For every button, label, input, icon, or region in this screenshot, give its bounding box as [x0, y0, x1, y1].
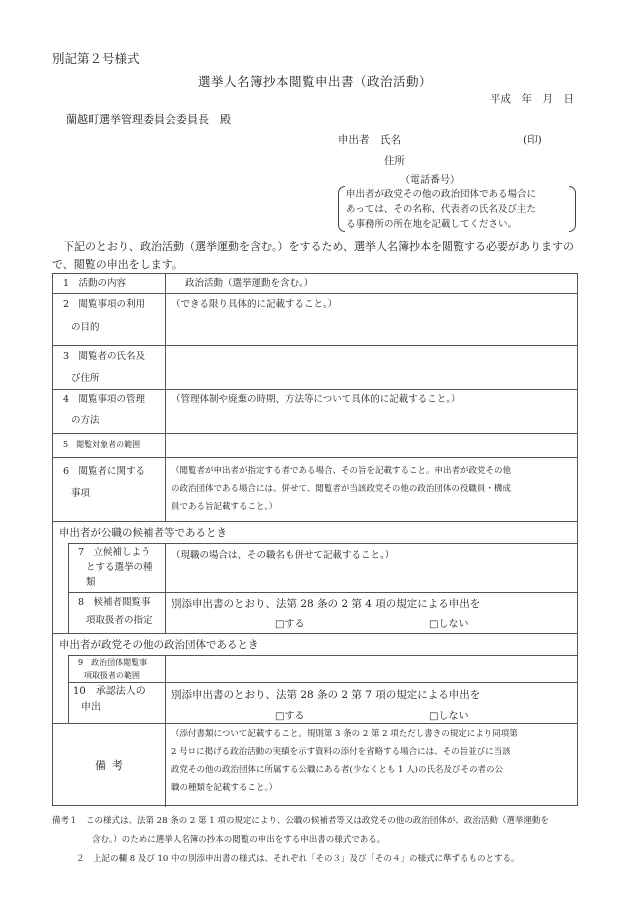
- row1-value: 政治活動（選挙運動を含む。）: [185, 278, 314, 289]
- seal-mark: (印): [523, 134, 542, 146]
- remarks-note: [171, 725, 518, 797]
- row8-option-no[interactable]: □しない: [429, 619, 469, 630]
- address-label: 住所: [384, 155, 405, 167]
- row7-label-line: 類: [86, 577, 96, 588]
- row6-label: 6 閲覧者に関する: [63, 466, 146, 477]
- intro-text: 下記のとおり、政治活動（選挙運動を含む。）をするため、選挙人名簿抄本を閲覧する必要がありますので、閲覧の申出をします。: [52, 240, 575, 271]
- row6-note-line: の政治団体である場合には、併せて、閲覧者が当該政党その他の政治団体の役職員・構成: [171, 484, 511, 494]
- row6-label-cont: 事項: [71, 488, 91, 499]
- bracket-right: [569, 186, 576, 232]
- row7-note: （現職の場合は、その職名も併せて記載すること。）: [171, 550, 395, 561]
- row6-note-line: （閲覧者が申出者が指定する者である場合、その旨を記載すること。申出者が政党その他: [171, 466, 512, 476]
- row2-note: （できる限り具体的に記載すること。）: [171, 299, 338, 310]
- row7-label-line: とする選挙の種: [86, 562, 153, 573]
- row9-label: [78, 656, 147, 682]
- row7-label-line: 7 立候補しよう: [78, 547, 151, 558]
- row3-label-cont: び住所: [71, 373, 100, 384]
- row10-label: 10 承認法人の: [73, 686, 146, 697]
- section-party: 申出者が政党その他の政治団体であるとき: [59, 639, 259, 651]
- remarks-note-line: （添付書類について記載すること。規則第 3 条の 2 第 2 項ただし書きの規定により同項第: [171, 729, 518, 739]
- row10-option-yes[interactable]: □する: [275, 711, 305, 722]
- remarks-label: 備考: [95, 759, 129, 772]
- bracket-left: [338, 186, 345, 232]
- row7-label: [78, 545, 153, 590]
- footnote-2: ２ 上記の欄 8 及び 10 中の別添申出書の様式は、それぞれ「その３」及び「その４」の様式に準ずるものとする。: [76, 854, 520, 864]
- footnote-1: 備考１ この様式は、法第 28 条の 2 第 1 項の規定により、公職の候補者等又は政党その他の政治団体が、政治活動（選挙運動を: [52, 816, 549, 826]
- row8-option-yes[interactable]: □する: [275, 619, 305, 630]
- row1-label: 1 活動の内容: [63, 278, 127, 289]
- row4-note: （管理体制や廃棄の時期、方法等について具体的に記載すること。）: [171, 394, 461, 405]
- row5-label: 5 閲覧対象者の範囲: [63, 440, 141, 449]
- document-title: 選挙人名簿抄本閲覧申出書（政治活動）: [197, 74, 432, 89]
- footnotes: [52, 812, 592, 869]
- form-id: 別記第２号様式: [52, 51, 140, 66]
- footnote-1-cont: 含む。）のために選挙人名簿の抄本の閲覧の申出をする申出書の様式である。: [92, 835, 386, 845]
- row2-label: 2 閲覧事項の利用: [63, 299, 146, 310]
- applicant-name-label: 申出者 氏名: [338, 134, 401, 146]
- application-table: [52, 273, 578, 806]
- bracket-note-line: る事務所の所在地を記載してください。: [346, 219, 518, 230]
- row10-label-cont: 申出: [81, 702, 101, 713]
- row8-statement: 別添申出書のとおり、法第 28 条の 2 第 4 項の規定による申出を: [171, 598, 481, 610]
- row9-label-line: 9 政治団体閲覧事: [78, 658, 148, 667]
- row8-label: 8 候補者閲覧事: [78, 597, 151, 608]
- row6-note: [171, 462, 511, 516]
- row9-label-line: 項取扱者の範囲: [84, 671, 140, 680]
- row4-label: 4 閲覧事項の管理: [63, 394, 146, 405]
- row6-note-line: 員である旨記載すること。）: [171, 502, 278, 512]
- row2-label-cont: の目的: [71, 322, 100, 333]
- addressee: 蘭越町選挙管理委員会委員長 殿: [66, 113, 231, 126]
- remarks-note-line: 職の種類を記載すること。）: [171, 783, 278, 793]
- phone-label: （電話番号）: [400, 175, 460, 186]
- row10-statement: 別添申出書のとおり、法第 28 条の 2 第 7 項の規定による申出を: [171, 689, 481, 701]
- date-line: 平成 年 月 日: [490, 93, 574, 105]
- row3-label: 3 閲覧者の氏名及: [63, 351, 146, 362]
- bracket-note: [338, 186, 576, 232]
- bracket-note-line: あっては、その名称、代表者の氏名及び主た: [346, 204, 536, 215]
- remarks-note-line: 2 号ロに掲げる政治活動の実績を示す資料の添付を省略する場合には、その旨並びに当該: [171, 747, 511, 757]
- row4-label-cont: の方法: [71, 415, 100, 426]
- bracket-note-line: 申出者が政党その他の政治団体である場合に: [346, 189, 537, 200]
- row8-label-cont: 項取扱者の指定: [86, 615, 153, 626]
- remarks-note-line: 政党その他の政治団体に所属する公職にある者(少なくとも 1 人)の氏名及びその者の公: [171, 765, 503, 775]
- row10-option-no[interactable]: □しない: [429, 711, 469, 722]
- section-candidate: 申出者が公職の候補者等であるとき: [59, 527, 227, 539]
